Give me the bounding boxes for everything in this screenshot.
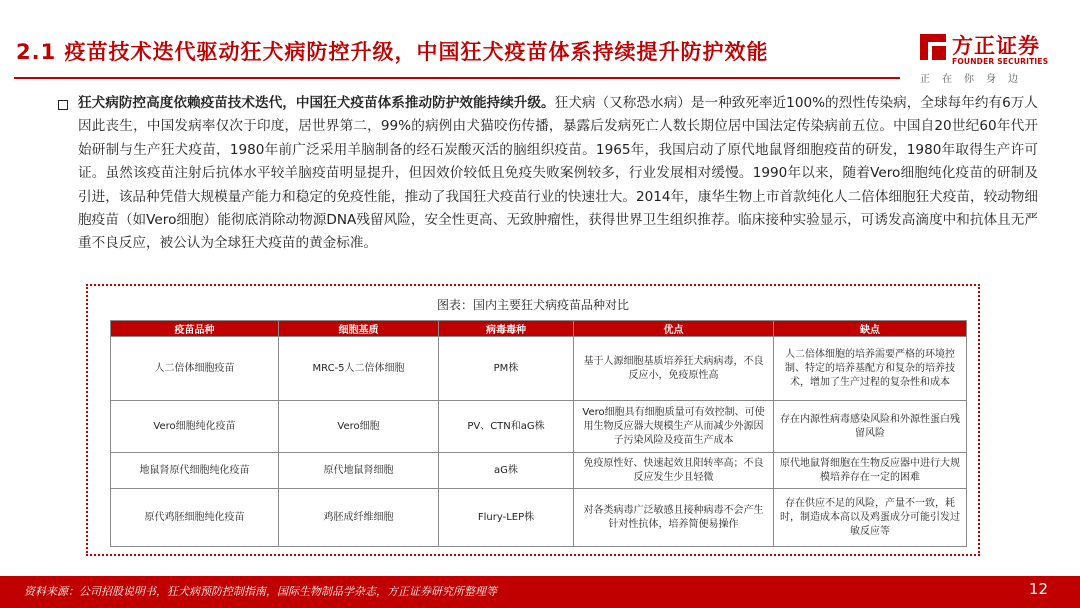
table-row [111, 401, 967, 453]
table-cell: 鸡胚成纤维细胞 [279, 489, 439, 547]
page-title: 2.1 疫苗技术迭代驱动狂犬病防控升级，中国狂犬疫苗体系持续提升防护效能 [16, 40, 769, 64]
table-header-row [111, 321, 967, 337]
table-row [111, 337, 967, 401]
table-cell: 原代鸡胚细胞纯化疫苗 [111, 489, 279, 547]
table-cell: 存在供应不足的风险，产量不一致，耗时，制造成本高以及鸡蛋成分可能引发过敏反应等 [774, 489, 967, 547]
title-divider [14, 77, 900, 79]
table-row [111, 453, 967, 489]
vaccine-comparison-table [110, 320, 967, 547]
table-cell: 基于人源细胞基质培养狂犬病病毒，不良反应小，免疫原性高 [574, 337, 774, 401]
body-paragraph [78, 92, 1038, 256]
paragraph-lead: 狂犬病防控高度依赖疫苗技术迭代，中国狂犬疫苗体系推动防护效能持续升级。 [78, 95, 555, 111]
table-cell: 原代地鼠肾细胞 [279, 453, 439, 489]
source-note: 资料来源：公司招股说明书，狂犬病预防控制指南，国际生物制品学杂志，方正证券研究所整理等 [24, 585, 497, 598]
logo-name-en: FOUNDER SECURITIES [952, 57, 1049, 66]
column-header: 缺点 [774, 321, 967, 337]
table-cell: 人二倍体细胞疫苗 [111, 337, 279, 401]
logo-name-cn: 方正证券 [952, 34, 1040, 58]
table-cell: 地鼠肾原代细胞纯化疫苗 [111, 453, 279, 489]
company-logo [918, 30, 1068, 86]
page-number: 12 [1028, 580, 1048, 598]
paragraph-text: 狂犬病（又称恐水病）是一种致死率近100%的烈性传染病，全球每年约有6万人因此丧生，中国发病率仅次于印度，居世界第二，99%的病例由犬猫咬伤传播，暴露后发病死亡人数长期位居中国法定传染病前五位。中国自20世纪60年代开始研制与生产狂犬疫苗，1980年前广泛采用羊脑制备的经石炭酸灭活的脑组织疫苗。1965年，我国启动了原代地鼠肾细胞疫苗的研发，1980年取得生产许可证。虽然该疫苗注射后抗体水平较羊脑疫苗明显提升，但因效价较低且免疫失败案例较多，行业发展相对缓慢。1990年以来，随着Vero细胞纯化疫苗的研制及引进，该品种凭借大规模量产能力和稳定的免疫性能，推动了我国狂犬疫苗行业的快速壮大。2014年，康华生物上市首款纯化人二倍体细胞狂犬疫苗，较动物细胞疫苗（如Vero细胞）能彻底消除动物源DNA残留风险，安全性更高、无致肿瘤性，获得世界卫生组织推荐。临床接种实验显示，可诱发高滴度中和抗体且无严重不良反应，被公认为全球狂犬疫苗的黄金标准。 [78, 95, 1038, 252]
table-title: 图表：国内主要狂犬病疫苗品种对比 [436, 298, 629, 312]
square-bullet-icon [58, 100, 68, 110]
founder-logo-icon [918, 32, 948, 62]
table-cell: 存在内源性病毒感染风险和外源性蛋白残留风险 [774, 401, 967, 453]
table-cell: Flury-LEP株 [439, 489, 574, 547]
table-cell: Vero细胞纯化疫苗 [111, 401, 279, 453]
table-row [111, 489, 967, 547]
logo-slogan: 正在你身边 [920, 74, 1030, 85]
column-header: 疫苗品种 [111, 321, 279, 337]
table-cell: Vero细胞 [279, 401, 439, 453]
table-cell: aG株 [439, 453, 574, 489]
column-header: 优点 [574, 321, 774, 337]
column-header: 病毒毒种 [439, 321, 574, 337]
table-cell: MRC-5人二倍体细胞 [279, 337, 439, 401]
table-cell: PV、CTN和aG株 [439, 401, 574, 453]
table-cell: 免疫原性好、快速起效且阳转率高；不良反应发生少且轻微 [574, 453, 774, 489]
table-cell: 人二倍体细胞的培养需要严格的环境控制、特定的培养基配方和复杂的培养技术，增加了生产过程的复杂性和成本 [774, 337, 967, 401]
column-header: 细胞基质 [279, 321, 439, 337]
table-cell: 对各类病毒广泛敏感且接种病毒不会产生针对性抗体，培养简便易操作 [574, 489, 774, 547]
table-cell: 原代地鼠肾细胞在生物反应器中进行大规模培养存在一定的困难 [774, 453, 967, 489]
table-cell: Vero细胞具有细胞质量可有效控制、可使用生物反应器大规模生产从而减少外源因子污染风险及疫苗生产成本 [574, 401, 774, 453]
table-cell: PM株 [439, 337, 574, 401]
